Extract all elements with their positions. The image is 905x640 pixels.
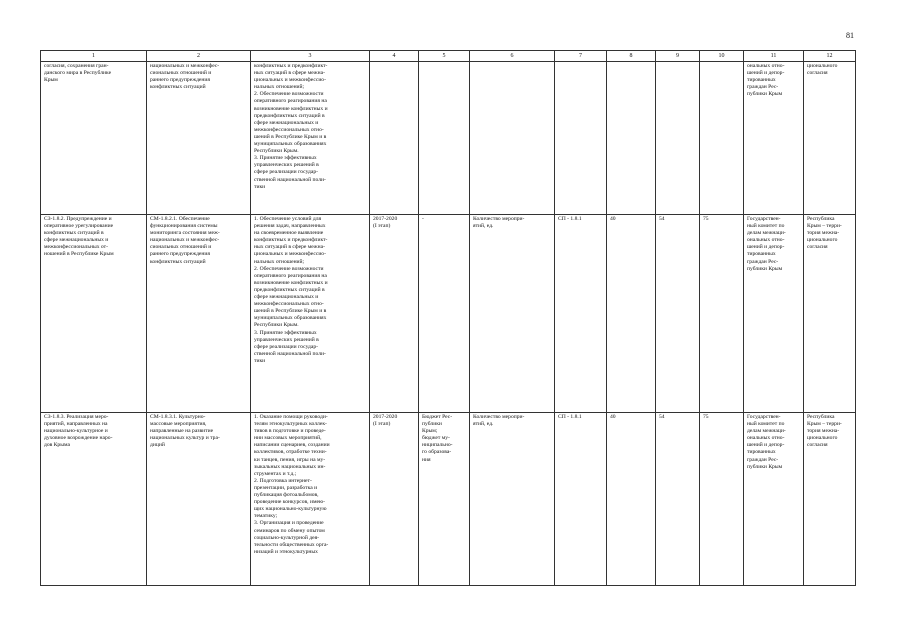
- value-cell: 75: [700, 413, 744, 586]
- column-header: 6: [470, 51, 555, 62]
- content-cell: 1. Обеспечение условий для решения задач, направленных на своевременное выявление конфликтных и предконфликт- ных ситуаций в сфере межна- циональных и межконфессио- нальных отношений; 2. Обеспечение возможности оперативного реагирования на возникновение конфликтных и предконфликтных ситуаций в сфере межнациональных и межконфессиональных отно- шений в Республике Крым и в муниципальных образованиях Республики Крым. 3. Принятие эффективных управленческих решений в сфере реализации государ- ственной национальной поли- тики: [251, 215, 370, 413]
- funding-cell: Бюджет Рес- публики Крым; бюджет му- ниципально- го образова- ния: [419, 413, 470, 586]
- column-header: 2: [147, 51, 251, 62]
- objective-cell: СЗ-1.8.2. Предупреждение и оперативное урегулирование конфликтных ситуаций в сфере межнациональных и межконфессиональных от- ношений в Республике Крым: [41, 215, 147, 413]
- content-cell: 1. Оказание помощи руководи- телям этнокультурных коллек- тивов в подготовке и проведе- нии массовых мероприятий, написании сценариев, создании коллективов, отработке техни- ки танцев, пения, игры на му- зыкальных национальных ин- струментах и т.д.; 2. Подготовка интернет- презентации, разработка и публикация фотоальбомов, проведение конкурсов, имею- щих национально-культурную тематику; 3. Организация и проведение семинаров по обмену опытом социально-культурной дея- тельности общественных орга- низаций и этнокультурных: [251, 413, 370, 586]
- column-header: 4: [370, 51, 419, 62]
- column-number-row: [41, 51, 856, 62]
- measure-cell: национальных и межконфес- сиональных отношений и раннего предупреждения конфликтных ситуаций: [147, 62, 251, 215]
- column-header: 3: [251, 51, 370, 62]
- objective-cell: СЗ-1.8.3. Реализация меро- приятий, направленных на национально-культурное и духовное возрождение наро- дов Крыма: [41, 413, 147, 586]
- value-cell: 40: [607, 413, 656, 586]
- value-cell: [656, 62, 700, 215]
- table-row: [41, 62, 856, 215]
- measure-cell: СМ-1.8.2.1. Обеспечение функционирования системы мониторинга состояния меж- национальных и межконфес- сиональных отношений и раннего предупреждения конфликтных ситуаций: [147, 215, 251, 413]
- code-cell: СП - 1.8.1: [555, 413, 607, 586]
- program-table: [40, 50, 856, 586]
- value-cell: 54: [656, 215, 700, 413]
- result-cell: Республика Крым – терри- тория межна- ционального согласия: [804, 215, 856, 413]
- value-cell: 40: [607, 215, 656, 413]
- period-cell: 2017-2020 (I этап): [370, 215, 419, 413]
- result-cell: Республика Крым – терри- тория межна- ционального согласия: [804, 413, 856, 586]
- code-cell: [555, 62, 607, 215]
- value-cell: [607, 62, 656, 215]
- column-header: 7: [555, 51, 607, 62]
- content-cell: конфликтных и предконфликт- ных ситуаций в сфере межна- циональных и межконфессио- нальных отношений; 2. Обеспечение возможности оперативного реагирования на возникновение конфликтных и предконфликтных ситуаций в сфере межнациональных и межконфессиональных отно- шений в Республике Крым и в муниципальных образованиях Республики Крым. 3. Принятие эффективных управленческих решений в сфере реализации государ- ственной национальной поли- тики: [251, 62, 370, 215]
- funding-cell: -: [419, 215, 470, 413]
- value-cell: [700, 62, 744, 215]
- executor-cell: ональных отно- шений и депор- тированных граждан Рес- публики Крым: [744, 62, 804, 215]
- measure-cell: СМ-1.8.3.1. Культурно- массовые мероприятия, направленные на развитие национальных культур и тра- диций: [147, 413, 251, 586]
- column-header: 12: [804, 51, 856, 62]
- column-header: 10: [700, 51, 744, 62]
- executor-cell: Государствен- ный комитет по делам межнаци- ональных отно- шений и депор- тированных граждан Рес- публики Крым: [744, 215, 804, 413]
- code-cell: СП - 1.8.1: [555, 215, 607, 413]
- objective-cell: согласия, сохранения гран- данского мира в Республике Крым: [41, 62, 147, 215]
- value-cell: 54: [656, 413, 700, 586]
- funding-cell: [419, 62, 470, 215]
- column-header: 9: [656, 51, 700, 62]
- column-header: 8: [607, 51, 656, 62]
- page-number: 81: [846, 31, 854, 40]
- indicator-cell: Количество меропри- ятий, ед.: [470, 215, 555, 413]
- column-header: 1: [41, 51, 147, 62]
- value-cell: 75: [700, 215, 744, 413]
- indicator-cell: Количество меропри- ятий, ед.: [470, 413, 555, 586]
- column-header: 11: [744, 51, 804, 62]
- result-cell: ционального согласия: [804, 62, 856, 215]
- executor-cell: Государствен- ный комитет по делам межнаци- ональных отно- шений и депор- тированных граждан Рес- публики Крым: [744, 413, 804, 586]
- table-row: [41, 413, 856, 586]
- indicator-cell: [470, 62, 555, 215]
- table-row: [41, 215, 856, 413]
- period-cell: 2017-2020 (I этап): [370, 413, 419, 586]
- column-header: 5: [419, 51, 470, 62]
- period-cell: [370, 62, 419, 215]
